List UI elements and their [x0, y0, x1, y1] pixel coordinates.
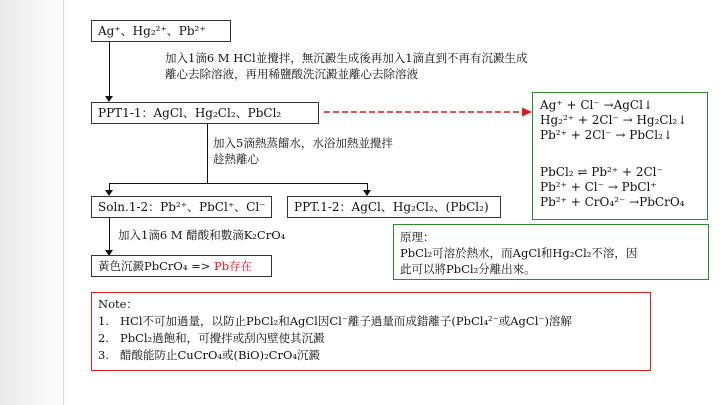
left-rail-divider	[63, 0, 64, 405]
result-box	[91, 255, 272, 277]
equation-4: PbCl₂ ⇌ Pb²⁺ + 2Cl⁻	[540, 165, 663, 179]
equation-1: Ag⁺ + Cl⁻ →AgCl↓	[540, 98, 654, 112]
ppt1-2-text: PPT.1-2：AgCl、Hg₂Cl₂、(PbCl₂)	[294, 200, 489, 214]
principle-line2: 此可以將PbCl₂分離出來。	[400, 262, 536, 276]
dashed-arrow-to-equations	[324, 106, 534, 118]
principle-box	[393, 224, 709, 280]
left-decorative-rail	[0, 0, 70, 405]
soln1-2-box	[91, 196, 272, 218]
principle-title: 原理：	[400, 230, 435, 244]
equation-6: Pb²⁺ + CrO₄²⁻ →PbCrO₄	[540, 195, 685, 209]
step2-line2: 趁熱離心	[213, 152, 259, 166]
step1-line1: 加入1滴6 M HCl並攪拌，無沉澱生成後再加入1滴直到不再有沉澱生成	[165, 51, 528, 65]
step2-instruction	[213, 135, 393, 167]
soln1-2-text: Soln.1-2：Pb²⁺、PbCl⁺、Cl⁻	[98, 200, 266, 214]
note-item: 3. 醋酸能防止CuCrO₄或(BiO)₂CrO₄沉澱	[98, 348, 321, 362]
result-prefix: 黃色沉澱PbCrO₄ =>	[98, 259, 215, 273]
flow-line-middle	[207, 124, 208, 183]
branch-line	[109, 183, 368, 184]
note-title: Note：	[98, 297, 138, 311]
cation-group-box	[91, 20, 231, 42]
result-highlight: Pb存在	[214, 259, 253, 273]
ppt1-1-text: PPT1-1：AgCl、Hg₂Cl₂、PbCl₂	[98, 106, 282, 120]
flow-line-top	[109, 42, 110, 100]
step1-line2: 離心去除溶液，再用稀鹽酸洗沉澱並離心去除溶液	[165, 67, 418, 81]
equation-5: Pb²⁺ + Cl⁻ → PbCl⁺	[540, 180, 657, 194]
step2-line1: 加入5滴熱蒸餾水，水浴加熱並攪拌	[213, 136, 393, 150]
note-item: 1. HCl不可加過量，以防止PbCl₂和AgCl因Cl⁻離子過量而成錯離子(PbCl₄²⁻或AgCl⁻)溶解	[98, 314, 572, 328]
equation-3: Pb²⁺ + 2Cl⁻ → PbCl₂↓	[540, 128, 673, 142]
cation-group-text: Ag⁺、Hg₂²⁺、Pb²⁺	[98, 24, 206, 38]
principle-line1: PbCl₂可溶於熱水，而AgCl和Hg₂Cl₂不溶，因	[400, 246, 638, 260]
ppt1-1-box	[91, 102, 319, 124]
ppt1-2-box	[287, 196, 501, 218]
note-item: 2. PbCl₂過飽和，可攪拌或刮內壁使其沉澱	[98, 331, 325, 345]
flow-line-bottom	[109, 218, 110, 253]
step1-instruction	[165, 50, 528, 82]
note-box	[91, 292, 651, 371]
step3-instruction: 加入1滴6 M 醋酸和數滴K₂CrO₄	[118, 228, 286, 242]
reaction-equations-box	[532, 92, 708, 220]
equation-2: Hg₂²⁺ + 2Cl⁻ → Hg₂Cl₂↓	[540, 113, 688, 127]
